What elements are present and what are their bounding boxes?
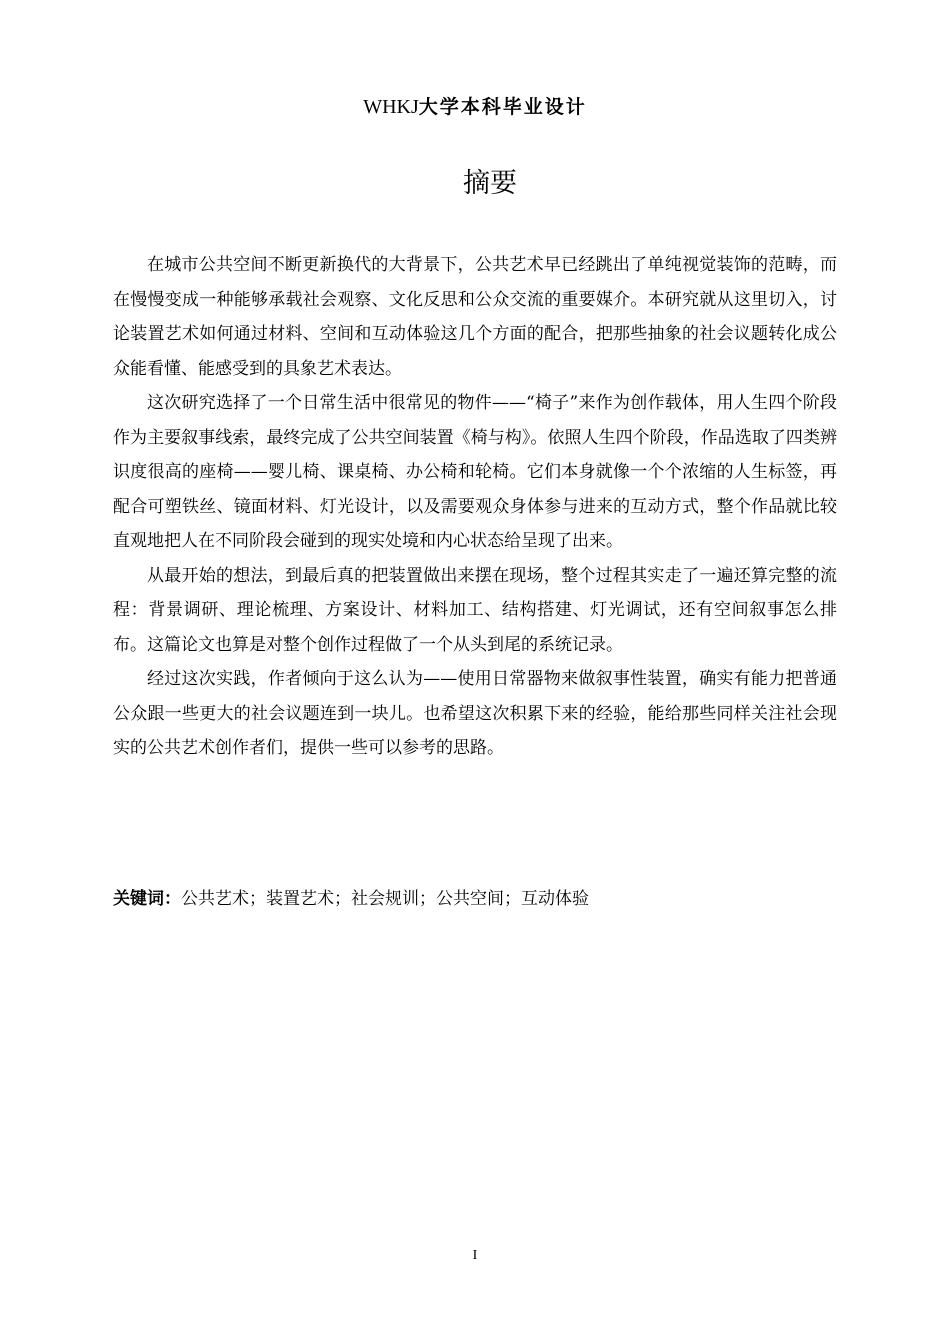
header-thesis-type: 大学本科毕业设计 bbox=[418, 96, 587, 118]
page-header bbox=[0, 94, 950, 120]
keywords-label: 关键词： bbox=[113, 889, 181, 909]
page-number: I bbox=[472, 1248, 478, 1263]
abstract-paragraph-1: 在城市公共空间不断更新换代的大背景下，公共艺术早已经跳出了单纯视觉装饰的范畴，而在慢慢变成一种能够承载社会观察、文化反思和公众交流的重要媒介。本研究就从这里切入，讨论装置艺术如何通过材料、空间和互动体验这几个方面的配合，把那些抽象的社会议题转化成公众能看懂、能感受到的具象艺术表达。 bbox=[113, 255, 837, 379]
abstract-body bbox=[113, 248, 837, 766]
keywords-value: 公共艺术；装置艺术；社会规训；公共空间；互动体验 bbox=[181, 889, 589, 909]
abstract-paragraph-2: 这次研究选择了一个日常生活中很常见的物件——“椅子”来作为创作载体，用人生四个阶段作为主要叙事线索，最终完成了公共空间装置《椅与构》。依照人生四个阶段，作品选取了四类辨识度很高的座椅——婴儿椅、课桌椅、办公椅和轮椅。它们本身就像一个个浓缩的人生标签，再配合可塑铁丝、镜面材料、灯光设计，以及需要观众身体参与进来的互动方式，整个作品就比较直观地把人在不同阶段会碰到的现实处境和内心状态给呈现了出来。 bbox=[113, 393, 837, 551]
keywords-line bbox=[113, 884, 837, 914]
abstract-title: 摘要 bbox=[463, 168, 517, 199]
abstract-paragraph-3: 从最开始的想法，到最后真的把装置做出来摆在现场，整个过程其实走了一遍还算完整的流程：背景调研、理论梳理、方案设计、材料加工、结构搭建、灯光调试，还有空间叙事怎么排布。这篇论文也算是对整个创作过程做了一个从头到尾的系统记录。 bbox=[113, 565, 837, 655]
header-university-code: WHKJ bbox=[363, 96, 419, 118]
abstract-paragraph-4: 经过这次实践，作者倾向于这么认为——使用日常器物来做叙事性装置，确实有能力把普通公众跟一些更大的社会议题连到一块儿。也希望这次积累下来的经验，能给那些同样关注社会现实的公共艺术创作者们，提供一些可以参考的思路。 bbox=[113, 669, 837, 758]
